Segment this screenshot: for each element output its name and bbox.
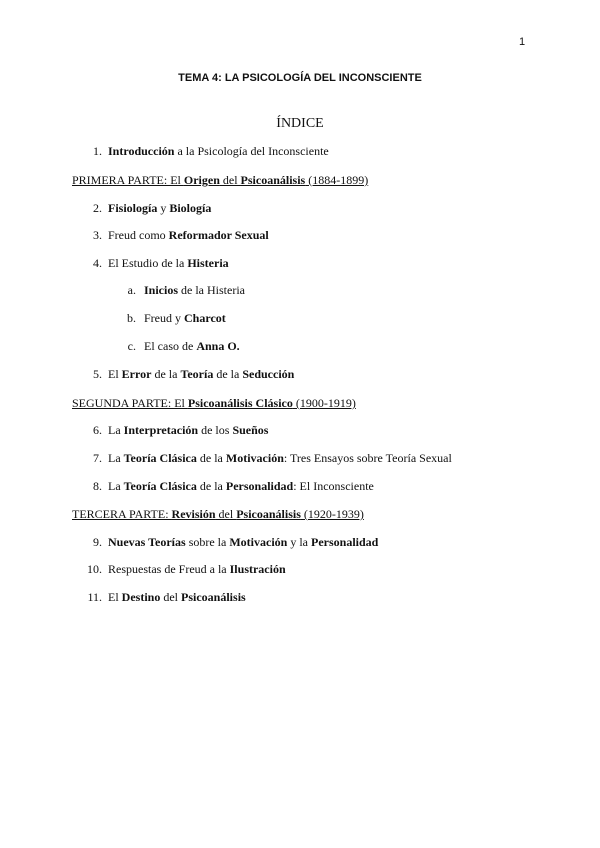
text-run: El <box>108 367 122 381</box>
text-run: Respuestas de Freud a la <box>108 562 230 576</box>
entry-text <box>108 562 286 577</box>
bold-text: Psicoanálisis Clásico <box>187 396 293 410</box>
text-run: del <box>215 507 237 521</box>
text-run: a la Psicología del Inconsciente <box>174 144 329 158</box>
bold-text: Destino <box>121 590 161 604</box>
bold-text: Motivación <box>229 535 288 549</box>
bold-text: Error <box>121 367 152 381</box>
text-run: El Estudio de la <box>108 256 188 270</box>
part-heading <box>72 173 368 188</box>
text-run: de la <box>213 367 243 381</box>
text-run: El caso de <box>144 339 197 353</box>
entry-text <box>144 283 245 298</box>
bold-text: Histeria <box>187 256 229 270</box>
bold-text: Revisión <box>171 507 216 521</box>
text-run: Freud y <box>144 311 184 325</box>
bold-text: Origen <box>183 173 220 187</box>
text-run: del <box>160 590 182 604</box>
part-heading <box>72 507 364 522</box>
bold-text: Personalidad <box>311 535 379 549</box>
entry-text <box>144 339 240 354</box>
entry-number: 11. <box>87 590 102 604</box>
entry-number: 3. <box>93 228 102 242</box>
bold-text: Anna O. <box>196 339 240 353</box>
bold-text: Biología <box>169 201 212 215</box>
entry-number: 9. <box>93 535 102 549</box>
bold-text: Inicios <box>144 283 179 297</box>
entry-number: b. <box>127 311 136 325</box>
part-heading <box>72 396 356 411</box>
text-run: de la Histeria <box>178 283 245 297</box>
bold-text: Teoría Clásica <box>123 451 197 465</box>
entry-number: 7. <box>93 451 102 465</box>
entry-number: 6. <box>93 423 102 437</box>
text-run: de la <box>196 451 226 465</box>
text-run: : El Inconsciente <box>293 479 374 493</box>
text-run: SEGUNDA PARTE: El <box>72 396 188 410</box>
entry-number: 2. <box>93 201 102 215</box>
bold-text: Teoría Clásica <box>123 479 197 493</box>
bold-text: Seducción <box>242 367 295 381</box>
text-run: del <box>219 173 241 187</box>
bold-text: Charcot <box>184 311 226 325</box>
entry-text <box>108 451 452 466</box>
bold-text: Psicoanálisis <box>240 173 306 187</box>
bold-text: Interpretación <box>123 423 199 437</box>
entry-text <box>108 367 294 382</box>
bold-text: Fisiología <box>108 201 158 215</box>
text-run: La <box>108 423 124 437</box>
entry-text <box>108 201 211 216</box>
text-run: Freud como <box>108 228 169 242</box>
bold-text: Nuevas Teorías <box>108 535 186 549</box>
text-run: y la <box>287 535 312 549</box>
entry-text <box>108 423 268 438</box>
text-run: : Tres Ensayos sobre Teoría Sexual <box>283 451 452 465</box>
entry-text <box>108 590 246 605</box>
text-run: La <box>108 451 124 465</box>
bold-text: Motivación <box>225 451 284 465</box>
entry-text <box>108 228 269 243</box>
bold-text: Sueños <box>232 423 269 437</box>
bold-text: Ilustración <box>229 562 286 576</box>
text-run: El <box>108 590 122 604</box>
bold-text: Psicoanálisis <box>236 507 301 521</box>
entry-number: 8. <box>93 479 102 493</box>
text-run: TERCERA PARTE: <box>72 507 172 521</box>
entry-text <box>108 256 229 271</box>
text-run: y <box>157 201 170 215</box>
bold-text: Introducción <box>108 144 175 158</box>
entry-text <box>108 535 378 550</box>
bold-text: Psicoanálisis <box>181 590 246 604</box>
text-run: sobre la <box>185 535 230 549</box>
entry-text <box>108 144 329 159</box>
page-number: 1 <box>519 36 526 48</box>
bold-text: Personalidad <box>225 479 294 493</box>
text-run: (1900-1919) <box>292 396 356 410</box>
entry-text <box>108 479 374 494</box>
entry-text <box>144 311 226 326</box>
text-run: La <box>108 479 124 493</box>
entry-number: 4. <box>93 256 102 270</box>
entry-number: 1. <box>93 144 102 158</box>
entry-number: c. <box>127 339 136 353</box>
text-run: (1884-1899) <box>305 173 369 187</box>
text-run: (1920-1939) <box>300 507 364 521</box>
text-run: de los <box>198 423 233 437</box>
text-run: de la <box>151 367 181 381</box>
bold-text: Reformador Sexual <box>168 228 269 242</box>
document-title: TEMA 4: LA PSICOLOGÍA DEL INCONSCIENTE <box>178 72 422 84</box>
entry-number: a. <box>127 283 136 297</box>
bold-text: Teoría <box>180 367 214 381</box>
index-heading: ÍNDICE <box>276 116 324 131</box>
entry-number: 10. <box>87 562 102 576</box>
text-run: de la <box>196 479 226 493</box>
entry-number: 5. <box>93 367 102 381</box>
text-run: PRIMERA PARTE: El <box>72 173 184 187</box>
